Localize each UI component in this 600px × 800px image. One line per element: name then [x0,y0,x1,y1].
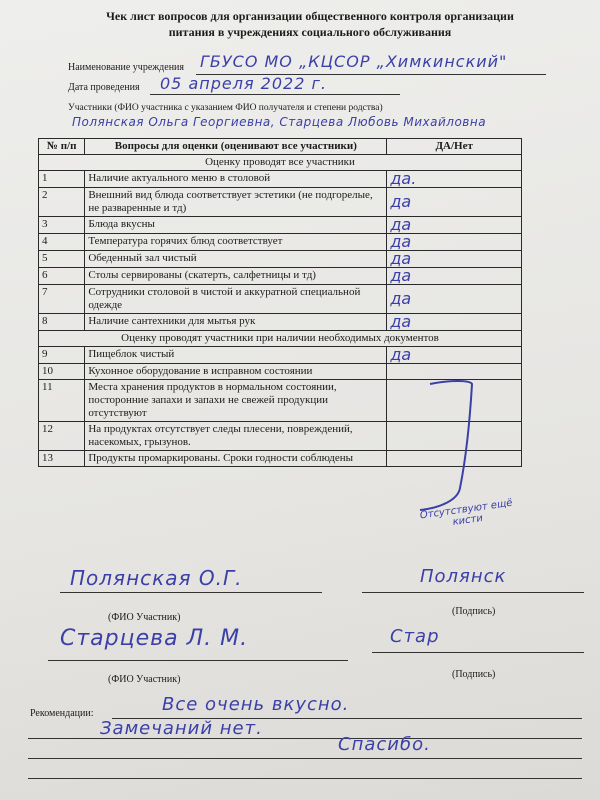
fio-label-1: (ФИО Участник) [108,612,181,623]
row-question: Внешний вид блюда соответствует эстетики (не подгорелые, не разваренные и тд) [85,188,387,217]
participant-1-sign-line [362,592,584,593]
row-num: 10 [39,364,85,380]
row-answer: да [387,188,522,217]
row-num: 3 [39,217,85,234]
date-label: Дата проведения [68,82,140,93]
header-answer: ДА/Нет [387,139,522,155]
row-answer: да [387,314,522,331]
row-question: Пищеблок чистый [85,347,387,364]
section-row-2 [39,331,522,347]
row-question: Продукты промаркированы. Сроки годности соблюдены [85,451,387,467]
document-title [60,8,560,40]
row-question: Кухонное оборудование в исправном состоянии [85,364,387,380]
row-num: 9 [39,347,85,364]
section-title-2: Оценку проводят участники при наличии необходимых документов [39,331,522,347]
row-question: На продуктах отсутствует следы плесени, повреждений, насекомых, грызунов. [85,422,387,451]
date-underline [150,94,400,95]
recommendations-line-3 [28,758,582,759]
table-row [39,268,522,285]
row-num: 7 [39,285,85,314]
row-question: Наличие сантехники для мытья рук [85,314,387,331]
table-row [39,217,522,234]
row-question: Температура горячих блюд соответствует [85,234,387,251]
date-value: 05 апреля 2022 г. [160,74,327,93]
institution-value: ГБУСО МО „КЦСОР „Химкинский" [200,52,508,71]
table-row [39,251,522,268]
participant-2-sign-line [372,652,584,653]
sign-label-1: (Подпись) [452,606,496,617]
row-num: 2 [39,188,85,217]
row-answer: да. [387,171,522,188]
participants-label: Участники (ФИО участника с указанием ФИО получателя и степени родства) [68,103,383,113]
title-line-1: Чек лист вопросов для организации общественного контроля организации [106,9,514,23]
margin-note: Отсутствуют ещё кисти [419,497,514,529]
institution-label: Наименование учреждения [68,62,185,73]
row-question: Наличие актуального меню в столовой [85,171,387,188]
sign-label-2: (Подпись) [452,669,496,680]
row-answer: да [387,347,522,364]
header-question: Вопросы для оценки (оценивают все участники) [85,139,387,155]
table-row [39,234,522,251]
row-num: 13 [39,451,85,467]
row-answer: да [387,251,522,268]
table-row [39,314,522,331]
section-row-1 [39,155,522,171]
row-num: 11 [39,380,85,422]
section-title-1: Оценку проводят все участники [39,155,522,171]
header-num: № п/п [39,139,85,155]
row-answer: да [387,268,522,285]
participant-1-name: Полянская О.Г. [70,566,243,590]
participant-1-name-line [60,592,322,593]
row-question: Столы сервированы (скатерть, салфетницы и тд) [85,268,387,285]
row-num: 6 [39,268,85,285]
row-num: 4 [39,234,85,251]
row-question: Обеденный зал чистый [85,251,387,268]
participants-value: Полянская Ольга Георгиевна, Старцева Любовь Михайловна [72,115,487,129]
table-row [39,347,522,364]
row-num: 5 [39,251,85,268]
participant-2-name: Старцева Л. М. [60,626,249,651]
row-num: 8 [39,314,85,331]
participant-2-signature: Стар [390,626,440,647]
row-question: Блюда вкусны [85,217,387,234]
row-question: Сотрудники столовой в чистой и аккуратной специальной одежде [85,285,387,314]
recommendation-text-1: Все очень вкусно. [162,694,350,715]
row-question: Места хранения продуктов в нормальном состоянии, посторонние запахи и запахи не свежей продукции отсутствуют [85,380,387,422]
participant-2-name-line [48,660,348,661]
recommendation-text-2: Замечаний нет. [100,718,263,739]
participant-1-signature: Полянск [420,566,507,587]
row-num: 1 [39,171,85,188]
row-answer: да [387,285,522,314]
recommendations-label: Рекомендации: [30,708,94,719]
row-num: 12 [39,422,85,451]
fio-label-2: (ФИО Участник) [108,674,181,685]
table-row [39,188,522,217]
table-row [39,285,522,314]
table-row [39,171,522,188]
title-line-2: питания в учреждениях социального обслуживания [168,25,452,39]
row-answer: да [387,234,522,251]
recommendation-text-3: Спасибо. [338,734,431,755]
table-header-row [39,139,522,155]
row-answer: да [387,217,522,234]
recommendations-line-4 [28,778,582,779]
